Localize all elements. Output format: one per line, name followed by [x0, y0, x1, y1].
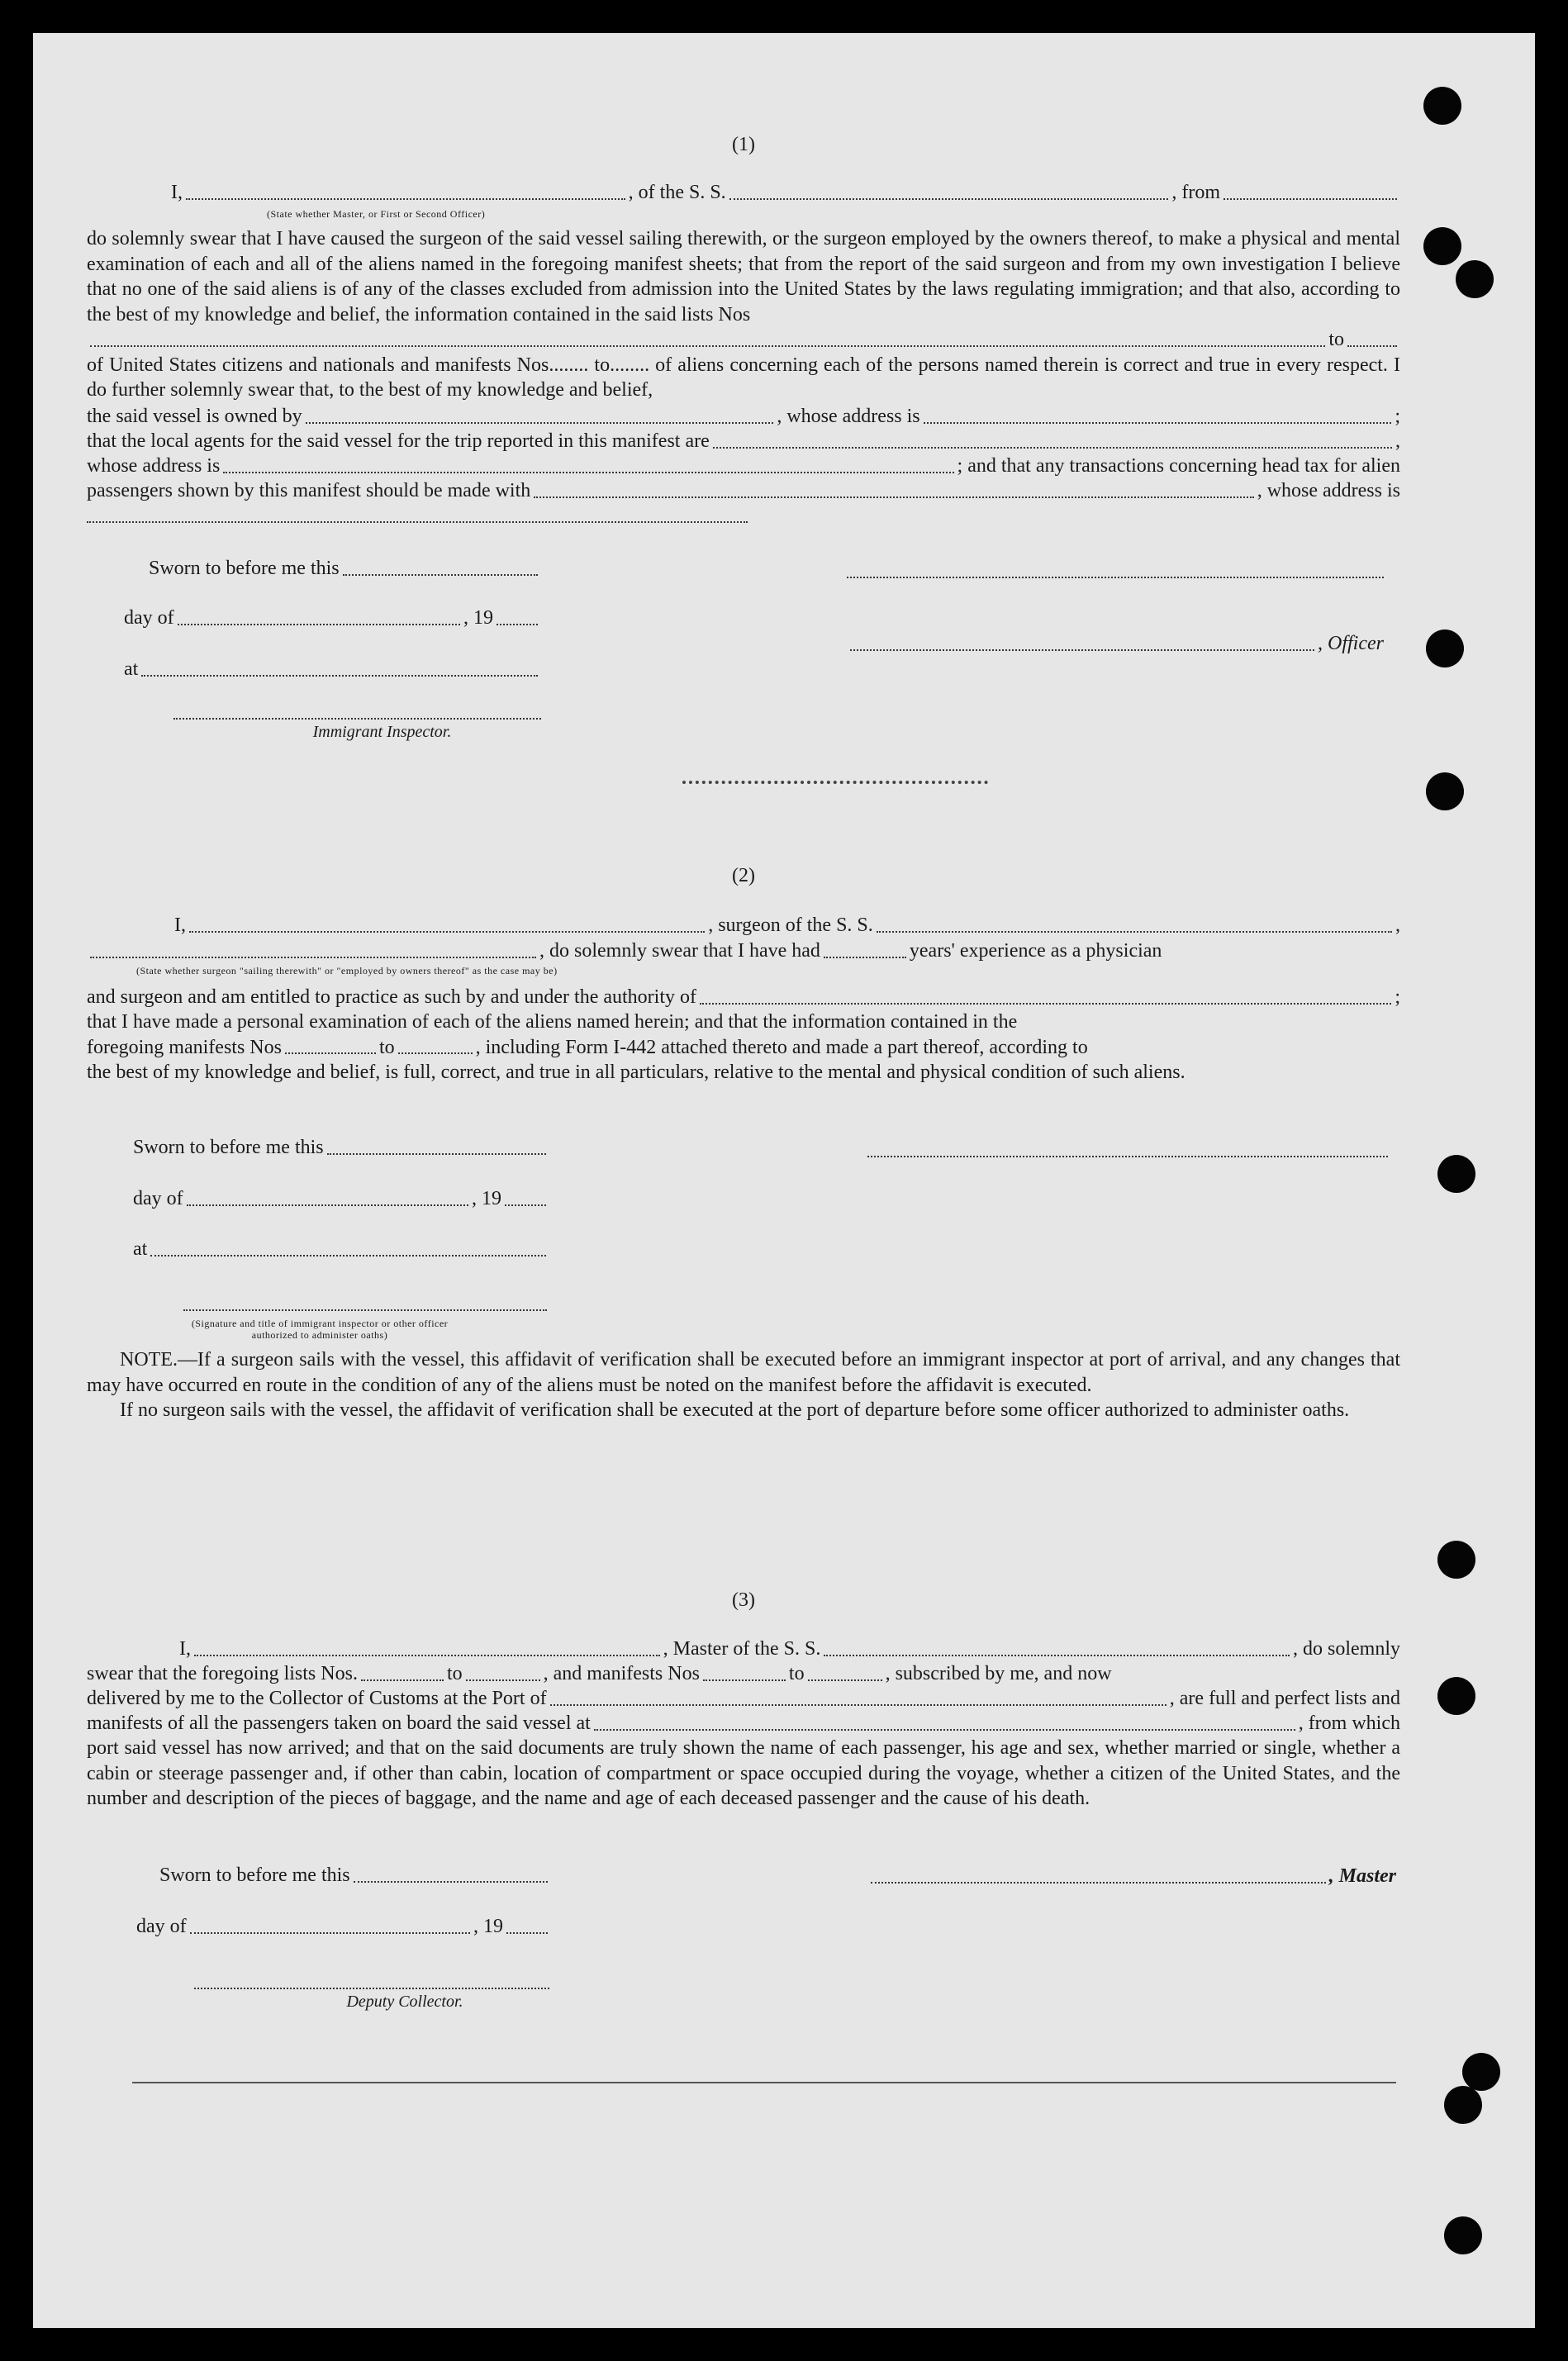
punch-hole — [1456, 260, 1494, 298]
s3-master-line — [87, 1637, 1400, 1662]
s3-full-label: , are full and perfect lists and — [1169, 1688, 1400, 1709]
s2-inspector-caption: (Signature and title of immigrant inspector or other officer authorized to administer oaths) — [191, 1318, 449, 1341]
s1-declarant-line — [87, 180, 1400, 206]
s2-i-label: I, — [174, 914, 186, 936]
s3-year-field[interactable] — [506, 1932, 548, 1934]
s1-from-label: , from — [1171, 182, 1221, 203]
s2-swear-label: , do solemnly swear that I have had — [539, 940, 820, 962]
bottom-rule — [132, 2082, 1396, 2083]
s1-officer-field[interactable] — [186, 198, 625, 200]
s2-note — [87, 1347, 1400, 1423]
s3-master-of-ss-label: , Master of the S. S. — [663, 1638, 821, 1660]
s2-day-field[interactable] — [187, 1204, 468, 1206]
s2-inspector-wrap — [183, 1309, 547, 1341]
section-3-number: (3) — [732, 1589, 755, 1611]
s2-year-field[interactable] — [505, 1204, 546, 1206]
s2-note-1: NOTE.—If a surgeon sails with the vessel, this affidavit of verification shall be executed before an immigrant inspector at port of arrival, and any changes that may have occurred en route in the condition of any of the aliens must be noted on the manifest before the affidavit is executed. — [87, 1349, 1400, 1396]
s3-to-2-label: to — [788, 1663, 805, 1684]
s2-examination-paragraph — [87, 1009, 1400, 1085]
s2-role-caption: (State whether surgeon "sailing therewith" or "employed by owners thereof" as the case may be) — [136, 965, 558, 976]
s3-port-field[interactable] — [550, 1704, 1166, 1706]
s2-experience-line — [87, 938, 1400, 964]
s3-lists-line — [87, 1661, 1400, 1687]
s3-sworn-field[interactable] — [354, 1881, 548, 1883]
s1-agents-address-field[interactable] — [223, 472, 953, 473]
s3-lists-from-field[interactable] — [361, 1679, 444, 1681]
punch-hole — [1437, 1155, 1475, 1193]
s3-sworn-label: Sworn to before me this — [159, 1865, 350, 1886]
punch-hole — [1437, 1677, 1475, 1715]
s1-at-line — [87, 657, 541, 682]
s2-sworn-field[interactable] — [327, 1153, 546, 1155]
s1-head-tax-line — [87, 478, 1400, 504]
punch-hole — [1444, 2216, 1482, 2254]
s2-semicolon: ; — [1395, 986, 1400, 1008]
s1-year-field[interactable] — [497, 624, 538, 625]
s1-officer-label: , Officer — [1318, 633, 1384, 654]
s1-head-tax-address-field[interactable] — [87, 520, 748, 523]
s2-authority-field[interactable] — [700, 1003, 1391, 1005]
s1-lists-from-field[interactable] — [90, 345, 1325, 347]
s2-at-line — [87, 1237, 549, 1262]
s1-oath-paragraph — [87, 226, 1400, 403]
s1-body-2: of United States citizens and nationals and manifests Nos........ to........ of aliens concerning each of the persons named therein is correct and true in every respect. I do further solemnly swear that, to the best of my knowledge and belief, — [87, 354, 1400, 401]
s2-year-label: , 19 — [472, 1188, 501, 1209]
s1-day-line — [87, 606, 541, 631]
s1-officer-line — [847, 631, 1384, 657]
section-2-number: (2) — [732, 865, 755, 886]
section-1-number: (1) — [732, 134, 755, 155]
s1-signature-line[interactable] — [847, 576, 1384, 578]
s1-inspector-wrap — [173, 717, 541, 745]
s1-owner-field[interactable] — [306, 422, 774, 424]
s1-at-label: at — [124, 658, 139, 680]
s1-day-label: day of — [124, 607, 174, 629]
s2-inspector-sig-line[interactable] — [183, 1309, 547, 1311]
s1-address-cont-wrap — [87, 520, 1400, 523]
s1-of-ss-label: , of the S. S. — [628, 182, 726, 203]
s3-master-name-field[interactable] — [194, 1655, 660, 1656]
s3-delivered-label: delivered by me to the Collector of Customs at the Port of — [87, 1688, 547, 1709]
punch-hole — [1423, 227, 1461, 265]
s1-comma: , — [1395, 430, 1400, 452]
s3-day-line — [87, 1914, 551, 1940]
s1-body-1: do solemnly swear that I have caused the surgeon of the said vessel sailing therewith, or the surgeon employed by the owners thereof, to make a physical and mental examination of each and all of the aliens named in the foregoing manifest sheets; that from the report of the said surgeon and from my own investigation I believe that no one of the said aliens is of any of the classes excluded from admission into the United States by the laws regulating immigration; and that also, according to the best of my knowledge and belief, the information contained in the said lists Nos — [87, 228, 1400, 325]
s3-day-field[interactable] — [190, 1932, 470, 1934]
section-divider — [682, 781, 988, 784]
s1-agents-label: that the local agents for the said vessel for the trip reported in this manifest are — [87, 430, 710, 452]
s2-including-label: , including Form I-442 attached thereto and made a part thereof, according to — [475, 1036, 1088, 1058]
s3-manifests-to-field[interactable] — [808, 1679, 882, 1681]
s1-sworn-label: Sworn to before me this — [149, 558, 340, 579]
s1-agents-address-label: whose address is — [87, 455, 221, 477]
s1-passengers-label: passengers shown by this manifest should be made with — [87, 480, 531, 501]
s2-role-field[interactable] — [90, 957, 536, 958]
s2-body-1: that I have made a personal examination of each of the aliens named herein; and that the information contained in the — [87, 1011, 1018, 1033]
punch-hole — [1426, 772, 1464, 810]
punch-hole — [1437, 1541, 1475, 1579]
s2-manifest-to-field[interactable] — [398, 1052, 473, 1054]
s1-whose-address-2-label: , whose address is — [1257, 480, 1400, 501]
s1-inspector-label: Immigrant Inspector. — [312, 723, 452, 741]
s3-vessel-at-line — [87, 1711, 1400, 1736]
s3-port-line — [87, 1686, 1400, 1712]
s1-agents-line — [87, 429, 1400, 454]
s3-sworn-line — [87, 1863, 551, 1888]
s3-day-label: day of — [136, 1916, 187, 1937]
s2-signature-line[interactable] — [867, 1155, 1388, 1157]
punch-hole — [1423, 87, 1461, 125]
s3-solemnly-label: , do solemnly — [1293, 1638, 1400, 1660]
s1-day-field[interactable] — [178, 624, 460, 625]
s1-lists-to-field[interactable] — [1347, 345, 1397, 347]
s2-surgeon-line — [87, 913, 1400, 938]
s2-manifest-from-field[interactable] — [285, 1052, 376, 1054]
s3-from-which-label: , from which — [1298, 1713, 1400, 1734]
s1-head-tax-label: ; and that any transactions concerning head tax for alien — [957, 455, 1400, 477]
s2-sig-wrap — [867, 1155, 1388, 1157]
s1-i-label: I, — [171, 182, 183, 203]
s1-sworn-line — [87, 556, 541, 582]
s2-surgeon-name-field[interactable] — [189, 931, 705, 933]
s3-manifests-from-field[interactable] — [703, 1679, 786, 1681]
s3-to-label: to — [446, 1663, 463, 1684]
s1-to-label: to — [1328, 329, 1344, 350]
s3-vessel-field[interactable] — [824, 1655, 1290, 1656]
s3-master-label: , Master — [1328, 1865, 1396, 1887]
punch-hole — [1426, 629, 1464, 667]
s1-year-label: , 19 — [463, 607, 493, 629]
s1-owner-address-field[interactable] — [924, 422, 1392, 424]
s1-officer-caption: (State whether Master, or First or Second Officer) — [267, 208, 486, 220]
s1-at-field[interactable] — [141, 675, 538, 677]
s2-experience-label: years' experience as a physician — [909, 940, 1162, 962]
s1-vessel-field[interactable] — [729, 198, 1169, 200]
s1-from-field[interactable] — [1224, 198, 1397, 200]
s1-sworn-field[interactable] — [343, 574, 538, 576]
s2-to-label: to — [378, 1036, 395, 1058]
s2-manifests-label: foregoing manifests Nos — [87, 1036, 282, 1058]
s3-lists-to-field[interactable] — [466, 1679, 540, 1681]
s2-vessel-field[interactable] — [877, 931, 1392, 933]
s3-departure-port-field[interactable] — [594, 1729, 1295, 1731]
s3-body: port said vessel has now arrived; and that on the said documents are truly shown the name of each passenger, his age and sex, whether married or single, whether a cabin or steerage passenger and, if other than cabin, location of compartment or space occupied during the voyage, whether a citizen of the United States, and the number and description of the pieces of baggage, and the name and age of each deceased passenger and the cause of his death. — [87, 1737, 1400, 1809]
s2-at-field[interactable] — [150, 1255, 546, 1257]
s1-sig-wrap — [847, 576, 1384, 578]
punch-hole — [1462, 2053, 1500, 2091]
s3-i-label: I, — [179, 1638, 191, 1660]
s2-day-line — [87, 1186, 549, 1212]
s1-officer-sig-field[interactable] — [850, 649, 1314, 651]
s1-agents-address-line — [87, 454, 1400, 479]
s2-surgeon-of-ss-label: , surgeon of the S. S. — [708, 914, 873, 936]
s1-owned-label: the said vessel is owned by — [87, 406, 302, 427]
s3-collector-label: Deputy Collector. — [346, 1993, 463, 2011]
s3-lists-label: swear that the foregoing lists Nos. — [87, 1663, 358, 1684]
s2-sworn-line — [87, 1135, 549, 1161]
s3-manifests-of-label: manifests of all the passengers taken on board the said vessel at — [87, 1713, 591, 1734]
s3-collector-wrap — [194, 1987, 549, 2015]
s2-authority-line — [87, 985, 1400, 1010]
s2-authority-label: and surgeon and am entitled to practice as such by and under the authority of — [87, 986, 696, 1008]
s2-day-label: day of — [133, 1188, 183, 1209]
s2-at-label: at — [133, 1238, 148, 1260]
s3-master-sig-line — [867, 1864, 1396, 1889]
s3-manifests-label: , and manifests Nos — [543, 1663, 700, 1684]
s2-years-field[interactable] — [824, 957, 906, 958]
s1-agents-field[interactable] — [713, 447, 1392, 449]
s2-note-2: If no surgeon sails with the vessel, the affidavit of verification shall be executed at the port of departure before some officer authorized to administer oaths. — [120, 1399, 1350, 1421]
s3-subscribed-label: , subscribed by me, and now — [885, 1663, 1112, 1684]
s1-head-tax-party-field[interactable] — [534, 496, 1253, 498]
s3-master-sig-field[interactable] — [871, 1882, 1326, 1884]
s2-comma: , — [1395, 914, 1400, 936]
s1-owned-line — [87, 404, 1400, 430]
s2-body-2: the best of my knowledge and belief, is full, correct, and true in all particulars, relative to the mental and physical condition of such aliens. — [87, 1062, 1186, 1083]
s1-semicolon: ; — [1395, 406, 1401, 427]
s2-sworn-label: Sworn to before me this — [133, 1137, 324, 1158]
s3-year-label: , 19 — [473, 1916, 503, 1937]
s1-whose-address-label: , whose address is — [777, 406, 920, 427]
punch-hole — [1444, 2086, 1482, 2124]
